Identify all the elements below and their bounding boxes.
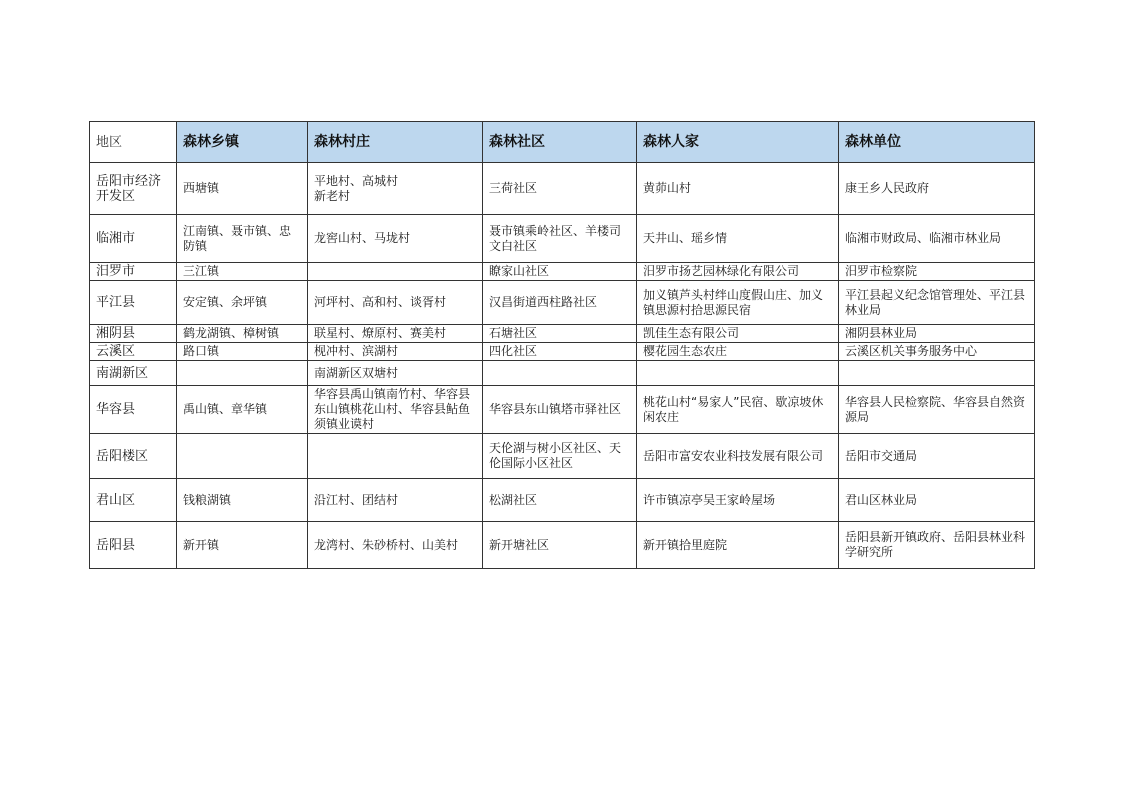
column-header-communities: 森林社区 xyxy=(483,122,637,163)
cell-households: 黄茆山村 xyxy=(637,163,839,215)
column-header-villages: 森林村庄 xyxy=(308,122,483,163)
cell-units: 平江县起义纪念馆管理处、平江县林业局 xyxy=(839,281,1035,325)
cell-units: 云溪区机关事务服务中心 xyxy=(839,343,1035,361)
cell-households: 桃花山村“易家人”民宿、歇凉坡休闲农庄 xyxy=(637,386,839,434)
cell-region: 华容县 xyxy=(90,386,177,434)
cell-communities: 天伦湖与树小区社区、天伦国际小区社区 xyxy=(483,434,637,479)
cell-towns: 禹山镇、章华镇 xyxy=(177,386,308,434)
cell-villages: 沿江村、团结村 xyxy=(308,479,483,522)
cell-region: 湘阴县 xyxy=(90,325,177,343)
table-row xyxy=(90,163,1035,215)
cell-units: 君山区林业局 xyxy=(839,479,1035,522)
cell-villages: 南湖新区双塘村 xyxy=(308,361,483,386)
cell-households: 樱花园生态农庄 xyxy=(637,343,839,361)
cell-communities: 汉昌街道西柱路社区 xyxy=(483,281,637,325)
cell-households: 凯佳生态有限公司 xyxy=(637,325,839,343)
cell-units: 康王乡人民政府 xyxy=(839,163,1035,215)
table-row xyxy=(90,361,1035,386)
cell-region: 岳阳县 xyxy=(90,522,177,569)
cell-region: 云溪区 xyxy=(90,343,177,361)
cell-communities: 新开塘社区 xyxy=(483,522,637,569)
cell-units: 岳阳县新开镇政府、岳阳县林业科学研究所 xyxy=(839,522,1035,569)
cell-communities xyxy=(483,361,637,386)
cell-villages: 平地村、高城村 新老村 xyxy=(308,163,483,215)
cell-units: 汨罗市检察院 xyxy=(839,263,1035,281)
cell-communities: 瞭家山社区 xyxy=(483,263,637,281)
cell-region: 临湘市 xyxy=(90,215,177,263)
cell-towns: 鹤龙湖镇、樟树镇 xyxy=(177,325,308,343)
cell-communities: 四化社区 xyxy=(483,343,637,361)
cell-towns xyxy=(177,361,308,386)
table-row xyxy=(90,215,1035,263)
cell-villages xyxy=(308,263,483,281)
cell-villages: 枧冲村、滨湖村 xyxy=(308,343,483,361)
cell-households: 新开镇拾里庭院 xyxy=(637,522,839,569)
cell-region: 平江县 xyxy=(90,281,177,325)
cell-units: 华容县人民检察院、华容县自然资源局 xyxy=(839,386,1035,434)
cell-villages: 龙窖山村、马垅村 xyxy=(308,215,483,263)
cell-households: 加义镇芦头村绊山度假山庄、加义镇思源村拾思源民宿 xyxy=(637,281,839,325)
cell-villages: 华容县禹山镇南竹村、华容县东山镇桃花山村、华容县鲇鱼须镇业谟村 xyxy=(308,386,483,434)
table-body xyxy=(90,163,1035,569)
cell-villages xyxy=(308,434,483,479)
cell-towns: 三江镇 xyxy=(177,263,308,281)
cell-units xyxy=(839,361,1035,386)
cell-communities: 松湖社区 xyxy=(483,479,637,522)
cell-towns: 钱粮湖镇 xyxy=(177,479,308,522)
column-header-towns: 森林乡镇 xyxy=(177,122,308,163)
cell-communities: 聂市镇乘岭社区、羊楼司文白社区 xyxy=(483,215,637,263)
cell-towns: 安定镇、余坪镇 xyxy=(177,281,308,325)
table-row xyxy=(90,479,1035,522)
cell-towns: 新开镇 xyxy=(177,522,308,569)
cell-units: 岳阳市交通局 xyxy=(839,434,1035,479)
cell-villages: 龙湾村、朱砂桥村、山美村 xyxy=(308,522,483,569)
cell-villages: 联星村、燎原村、赛美村 xyxy=(308,325,483,343)
cell-villages: 河坪村、高和村、谈胥村 xyxy=(308,281,483,325)
table-row xyxy=(90,325,1035,343)
forest-units-table xyxy=(89,121,1035,569)
cell-communities: 三荷社区 xyxy=(483,163,637,215)
table-row xyxy=(90,281,1035,325)
cell-region: 南湖新区 xyxy=(90,361,177,386)
cell-region: 岳阳市经济开发区 xyxy=(90,163,177,215)
column-header-region: 地区 xyxy=(90,122,177,163)
cell-towns: 江南镇、聂市镇、忠防镇 xyxy=(177,215,308,263)
column-header-units: 森林单位 xyxy=(839,122,1035,163)
cell-region: 汨罗市 xyxy=(90,263,177,281)
cell-households: 天井山、瑶乡情 xyxy=(637,215,839,263)
table-row xyxy=(90,522,1035,569)
cell-towns: 西塘镇 xyxy=(177,163,308,215)
table-row xyxy=(90,386,1035,434)
cell-communities: 石塘社区 xyxy=(483,325,637,343)
column-header-households: 森林人家 xyxy=(637,122,839,163)
cell-households xyxy=(637,361,839,386)
cell-region: 岳阳楼区 xyxy=(90,434,177,479)
cell-towns xyxy=(177,434,308,479)
table-row xyxy=(90,263,1035,281)
cell-households: 岳阳市富安农业科技发展有限公司 xyxy=(637,434,839,479)
table-row xyxy=(90,343,1035,361)
cell-households: 许市镇凉亭吴王家岭屋场 xyxy=(637,479,839,522)
table-header-row xyxy=(90,122,1035,163)
table-row xyxy=(90,434,1035,479)
cell-units: 临湘市财政局、临湘市林业局 xyxy=(839,215,1035,263)
cell-region: 君山区 xyxy=(90,479,177,522)
cell-communities: 华容县东山镇塔市驿社区 xyxy=(483,386,637,434)
cell-units: 湘阴县林业局 xyxy=(839,325,1035,343)
cell-towns: 路口镇 xyxy=(177,343,308,361)
cell-households: 汨罗市扬艺园林绿化有限公司 xyxy=(637,263,839,281)
